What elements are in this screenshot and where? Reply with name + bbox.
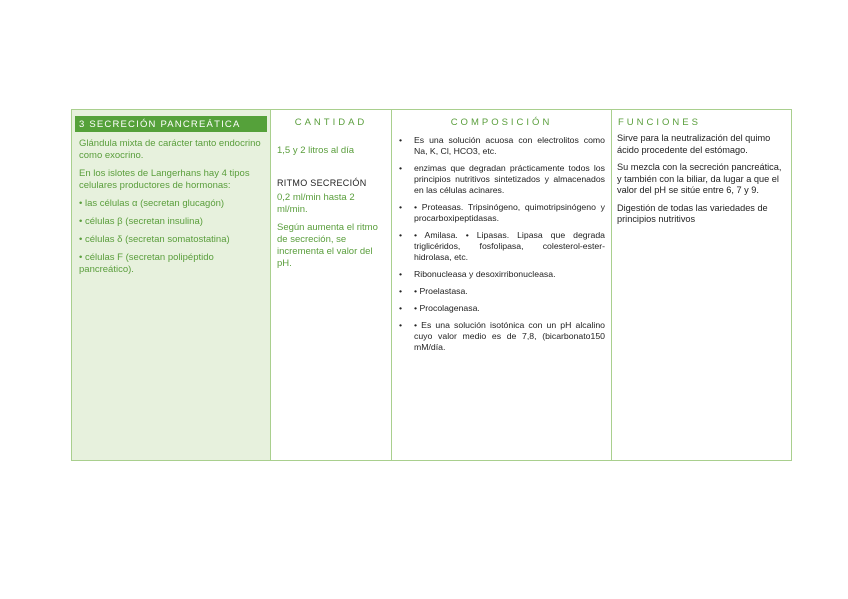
column-header-secrecion: 3 SECRECIÓN PANCREÁTICA [75,116,267,132]
cell-type-item: • células β (secretan insulina) [79,216,203,227]
composition-item: • • Proteasas. Tripsinógeno, quimotripsinógeno y procarboxipeptidasas. [414,202,605,224]
composition-item: • enzimas que degradan prácticamente todos los principios nutritivos sintetizados y almacenados en las células acinares. [414,163,605,196]
composition-item: • • Proelastasa. [414,286,605,297]
rate-text: 0,2 ml/min hasta 2 ml/min. [277,192,355,215]
composition-item: • Ribonucleasa y desoxirribonucleasa. [414,269,605,280]
function-paragraph: Digestión de todas las variedades de principios nutritivos [617,202,768,224]
function-paragraph: Sirve para la neutralización del quimo ácido procedente del estómago. [617,133,771,155]
composition-body [392,128,611,353]
cell-type-item: • las células α (secretan glucagón) [79,198,225,209]
functions-body [612,128,793,226]
description-column [72,110,271,460]
quantity-column [271,110,392,460]
description-body [72,132,270,276]
rate-subheader: RITMO SECRECIÓN [277,178,367,188]
composition-item: • • Es una solución isotónica con un pH alcalino cuyo valor medio es de 7,8, (bicarbonato150 mM/día. [414,320,605,353]
composition-column [392,110,612,460]
rate-note: Según aumenta el ritmo de secreción, se incrementa el valor del pH. [277,222,378,269]
function-paragraph: Su mezcla con la secreción pancreática, y también con la biliar, da lugar a que el valor del pH se sitúe entre 6, 7 y 9. [617,162,782,195]
secretion-table [71,109,792,461]
column-header-composicion: COMPOSICIÓN [450,117,553,128]
functions-column [612,110,793,460]
column-header-funciones: FUNCIONES [618,117,701,128]
composition-list [414,135,605,353]
composition-item: • • Procolagenasa. [414,303,605,314]
cell-type-item: • células δ (secretan somatostatina) [79,234,230,245]
description-paragraph: Glándula mixta de carácter tanto endocrino como exocrino. [79,138,261,161]
amount-text: 1,5 y 2 litros al día [277,145,355,156]
description-paragraph: En los islotes de Langerhans hay 4 tipos celulares productores de hormonas: [79,168,250,191]
cell-type-item: • células F (secretan polipéptido pancreático). [79,252,214,275]
composition-item: • Es una solución acuosa con electrolitos como Na, K, Cl, HCO3, etc. [414,135,605,157]
column-header-cantidad: CANTIDAD [294,117,368,128]
composition-item: • • Amilasa. • Lipasas. Lipasa que degrada triglicéridos, fosfolipasa, colesterol-ester-hidrolasa, etc. [414,230,605,263]
quantity-body [271,128,391,270]
